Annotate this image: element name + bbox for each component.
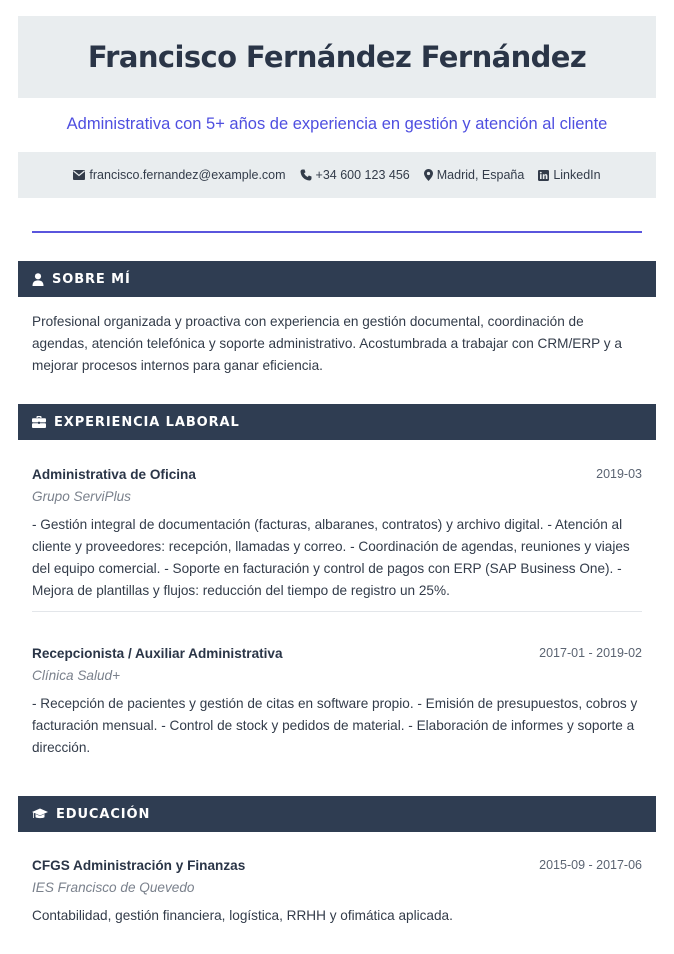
tagline: Administrativa con 5+ años de experiencia en gestión y atención al cliente: [66, 115, 608, 133]
header-divider: [32, 231, 642, 233]
section-title-about: SOBRE MÍ: [52, 271, 131, 287]
job-title: Recepcionista / Auxiliar Administrativa: [32, 646, 283, 661]
linkedin-text: LinkedIn: [553, 168, 601, 182]
phone-text: +34 600 123 456: [315, 168, 410, 182]
job-company: Grupo ServiPlus: [32, 489, 131, 504]
school-name: IES Francisco de Quevedo: [32, 880, 195, 895]
job-description: - Recepción de pacientes y gestión de citas en software propio. - Emisión de presupuestos, cobros y facturación mensual. - Control de stock y pedidos de material. - Elaboración de informes y soporte a dirección.: [32, 696, 638, 755]
about-text: Profesional organizada y proactiva con experiencia en gestión documental, coordinación de agendas, atención telefónica y soporte administrativo. Acostumbrada a trabajar con CRM/ERP y a mejorar procesos internos para ganar eficiencia.: [32, 314, 622, 373]
envelope-icon: [73, 170, 85, 180]
contact-location: [424, 168, 525, 182]
contact-email[interactable]: [73, 168, 285, 182]
briefcase-icon: [32, 416, 46, 428]
phone-icon: [300, 169, 312, 181]
entry-separator: [32, 611, 642, 612]
contact-phone[interactable]: [300, 168, 410, 182]
location-text: Madrid, España: [436, 168, 525, 182]
job-date: 2017-01 - 2019-02: [539, 646, 642, 660]
section-title-education: EDUCACIÓN: [56, 806, 151, 822]
contact-bar: [18, 152, 656, 198]
degree-title: CFGS Administración y Finanzas: [32, 858, 246, 873]
map-marker-icon: [424, 169, 433, 181]
section-header-experience: [18, 404, 656, 440]
email-text: francisco.fernandez@example.com: [89, 168, 286, 182]
contact-linkedin[interactable]: [538, 168, 600, 182]
name-header: [18, 16, 656, 98]
job-description: - Gestión integral de documentación (facturas, albaranes, contratos) y archivo digital. - Atención al cliente y proveedores: recepción, llamadas y correo. - Coordinación de agendas, reuniones y viajes del equipo comercial. - Soporte en facturación y control de pagos con ERP (SAP Business One). - Mejora de plantillas y flujos: reducción del tiempo de registro un 25%.: [32, 517, 630, 598]
user-icon: [32, 273, 44, 286]
job-company: Clínica Salud+: [32, 668, 121, 683]
candidate-name: Francisco Fernández Fernández: [87, 40, 587, 74]
job-title: Administrativa de Oficina: [32, 467, 196, 482]
degree-date: 2015-09 - 2017-06: [539, 858, 642, 872]
section-title-experience: EXPERIENCIA LABORAL: [54, 414, 240, 430]
graduation-cap-icon: [32, 808, 48, 820]
section-header-about: [18, 261, 656, 297]
job-date: 2019-03: [596, 467, 642, 481]
linkedin-icon: [538, 170, 549, 181]
degree-description: Contabilidad, gestión financiera, logística, RRHH y ofimática aplicada.: [32, 908, 453, 923]
section-header-education: [18, 796, 656, 832]
